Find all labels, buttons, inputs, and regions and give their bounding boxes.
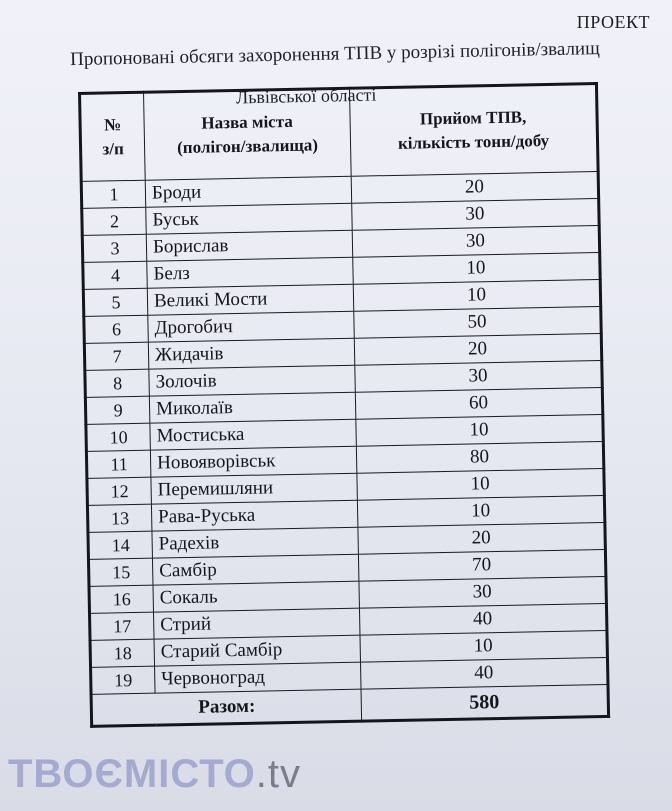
city-header-line1: Назва міста (201, 111, 293, 133)
table-body (81, 172, 608, 695)
column-header-city (144, 88, 352, 180)
document-title: Пропоновані обсяги захоронення ТПВ у розрізі полігонів/звалищ (69, 38, 600, 71)
row-amount: 30 (352, 226, 599, 258)
project-stamp: ПРОЕКТ (576, 12, 650, 32)
row-number: 16 (89, 585, 154, 613)
waste-table (78, 82, 610, 728)
number-header-line1: № (103, 115, 122, 135)
row-city: Новояворівськ (150, 446, 356, 477)
row-city: Перемишляни (151, 473, 357, 504)
row-city: Белз (147, 257, 353, 288)
row-city: Жидачів (148, 338, 354, 369)
column-header-number (80, 92, 146, 181)
row-amount: 10 (356, 414, 603, 446)
document-subtitle: Львівської області (235, 84, 377, 108)
row-amount: 20 (358, 522, 605, 554)
row-number: 5 (83, 288, 148, 316)
row-number: 2 (82, 207, 147, 235)
row-city: Рава-Руська (151, 500, 357, 531)
waste-table-wrapper (78, 82, 610, 728)
table-header-row (80, 84, 599, 182)
row-city: Червоноград (155, 662, 361, 693)
row-amount: 40 (360, 657, 607, 689)
amount-header-line2: кількість тонн/добу (397, 130, 550, 153)
row-amount: 80 (356, 441, 603, 473)
row-number: 3 (82, 234, 147, 262)
row-city: Самбір (152, 554, 358, 585)
row-city: Золочів (149, 365, 355, 396)
total-value: 580 (361, 684, 609, 721)
row-amount: 10 (357, 468, 604, 500)
row-number: 17 (90, 612, 155, 640)
row-city: Миколаїв (149, 392, 355, 423)
row-city: Радехів (152, 527, 358, 558)
row-number: 18 (90, 639, 155, 667)
city-header-line2: (полігон/звалища) (176, 135, 319, 158)
row-amount: 20 (354, 333, 601, 365)
column-header-amount (349, 84, 598, 177)
watermark-brand: ТВОЄМІСТО (8, 752, 256, 796)
amount-header-line1: Прийом ТПВ, (419, 107, 527, 129)
row-number: 8 (85, 369, 150, 397)
row-city: Буськ (146, 203, 352, 234)
row-city: Сокаль (153, 581, 359, 612)
row-city: Борислав (146, 230, 352, 261)
row-amount: 30 (352, 199, 599, 231)
row-amount: 20 (351, 172, 598, 204)
row-city: Старий Самбір (154, 635, 360, 666)
row-city: Дрогобич (148, 311, 354, 342)
row-number: 13 (87, 504, 152, 532)
row-number: 14 (88, 531, 153, 559)
row-amount: 70 (358, 549, 605, 581)
row-amount: 10 (360, 630, 607, 662)
row-number: 19 (91, 666, 156, 694)
row-amount: 10 (357, 495, 604, 527)
row-number: 15 (88, 558, 153, 586)
row-number: 10 (86, 423, 151, 451)
row-number: 11 (86, 450, 151, 478)
row-city: Великі Мости (147, 284, 353, 315)
row-number: 7 (84, 342, 149, 370)
row-amount: 10 (353, 280, 600, 312)
total-label: Разом: (91, 689, 362, 726)
row-number: 12 (87, 477, 152, 505)
row-city: Стрий (153, 608, 359, 639)
row-number: 9 (85, 396, 150, 424)
watermark-logo (8, 752, 301, 797)
row-amount: 60 (355, 387, 602, 419)
row-number: 6 (84, 315, 149, 343)
row-number: 4 (83, 261, 148, 289)
number-header-line2: з/п (102, 139, 124, 159)
row-city: Броди (145, 176, 351, 207)
row-amount: 10 (353, 253, 600, 285)
row-number: 1 (81, 180, 146, 208)
row-amount: 30 (355, 360, 602, 392)
row-amount: 40 (359, 603, 606, 635)
row-amount: 30 (359, 576, 606, 608)
row-amount: 50 (354, 307, 601, 339)
row-city: Мостиська (150, 419, 356, 450)
watermark-suffix: .tv (255, 752, 302, 796)
